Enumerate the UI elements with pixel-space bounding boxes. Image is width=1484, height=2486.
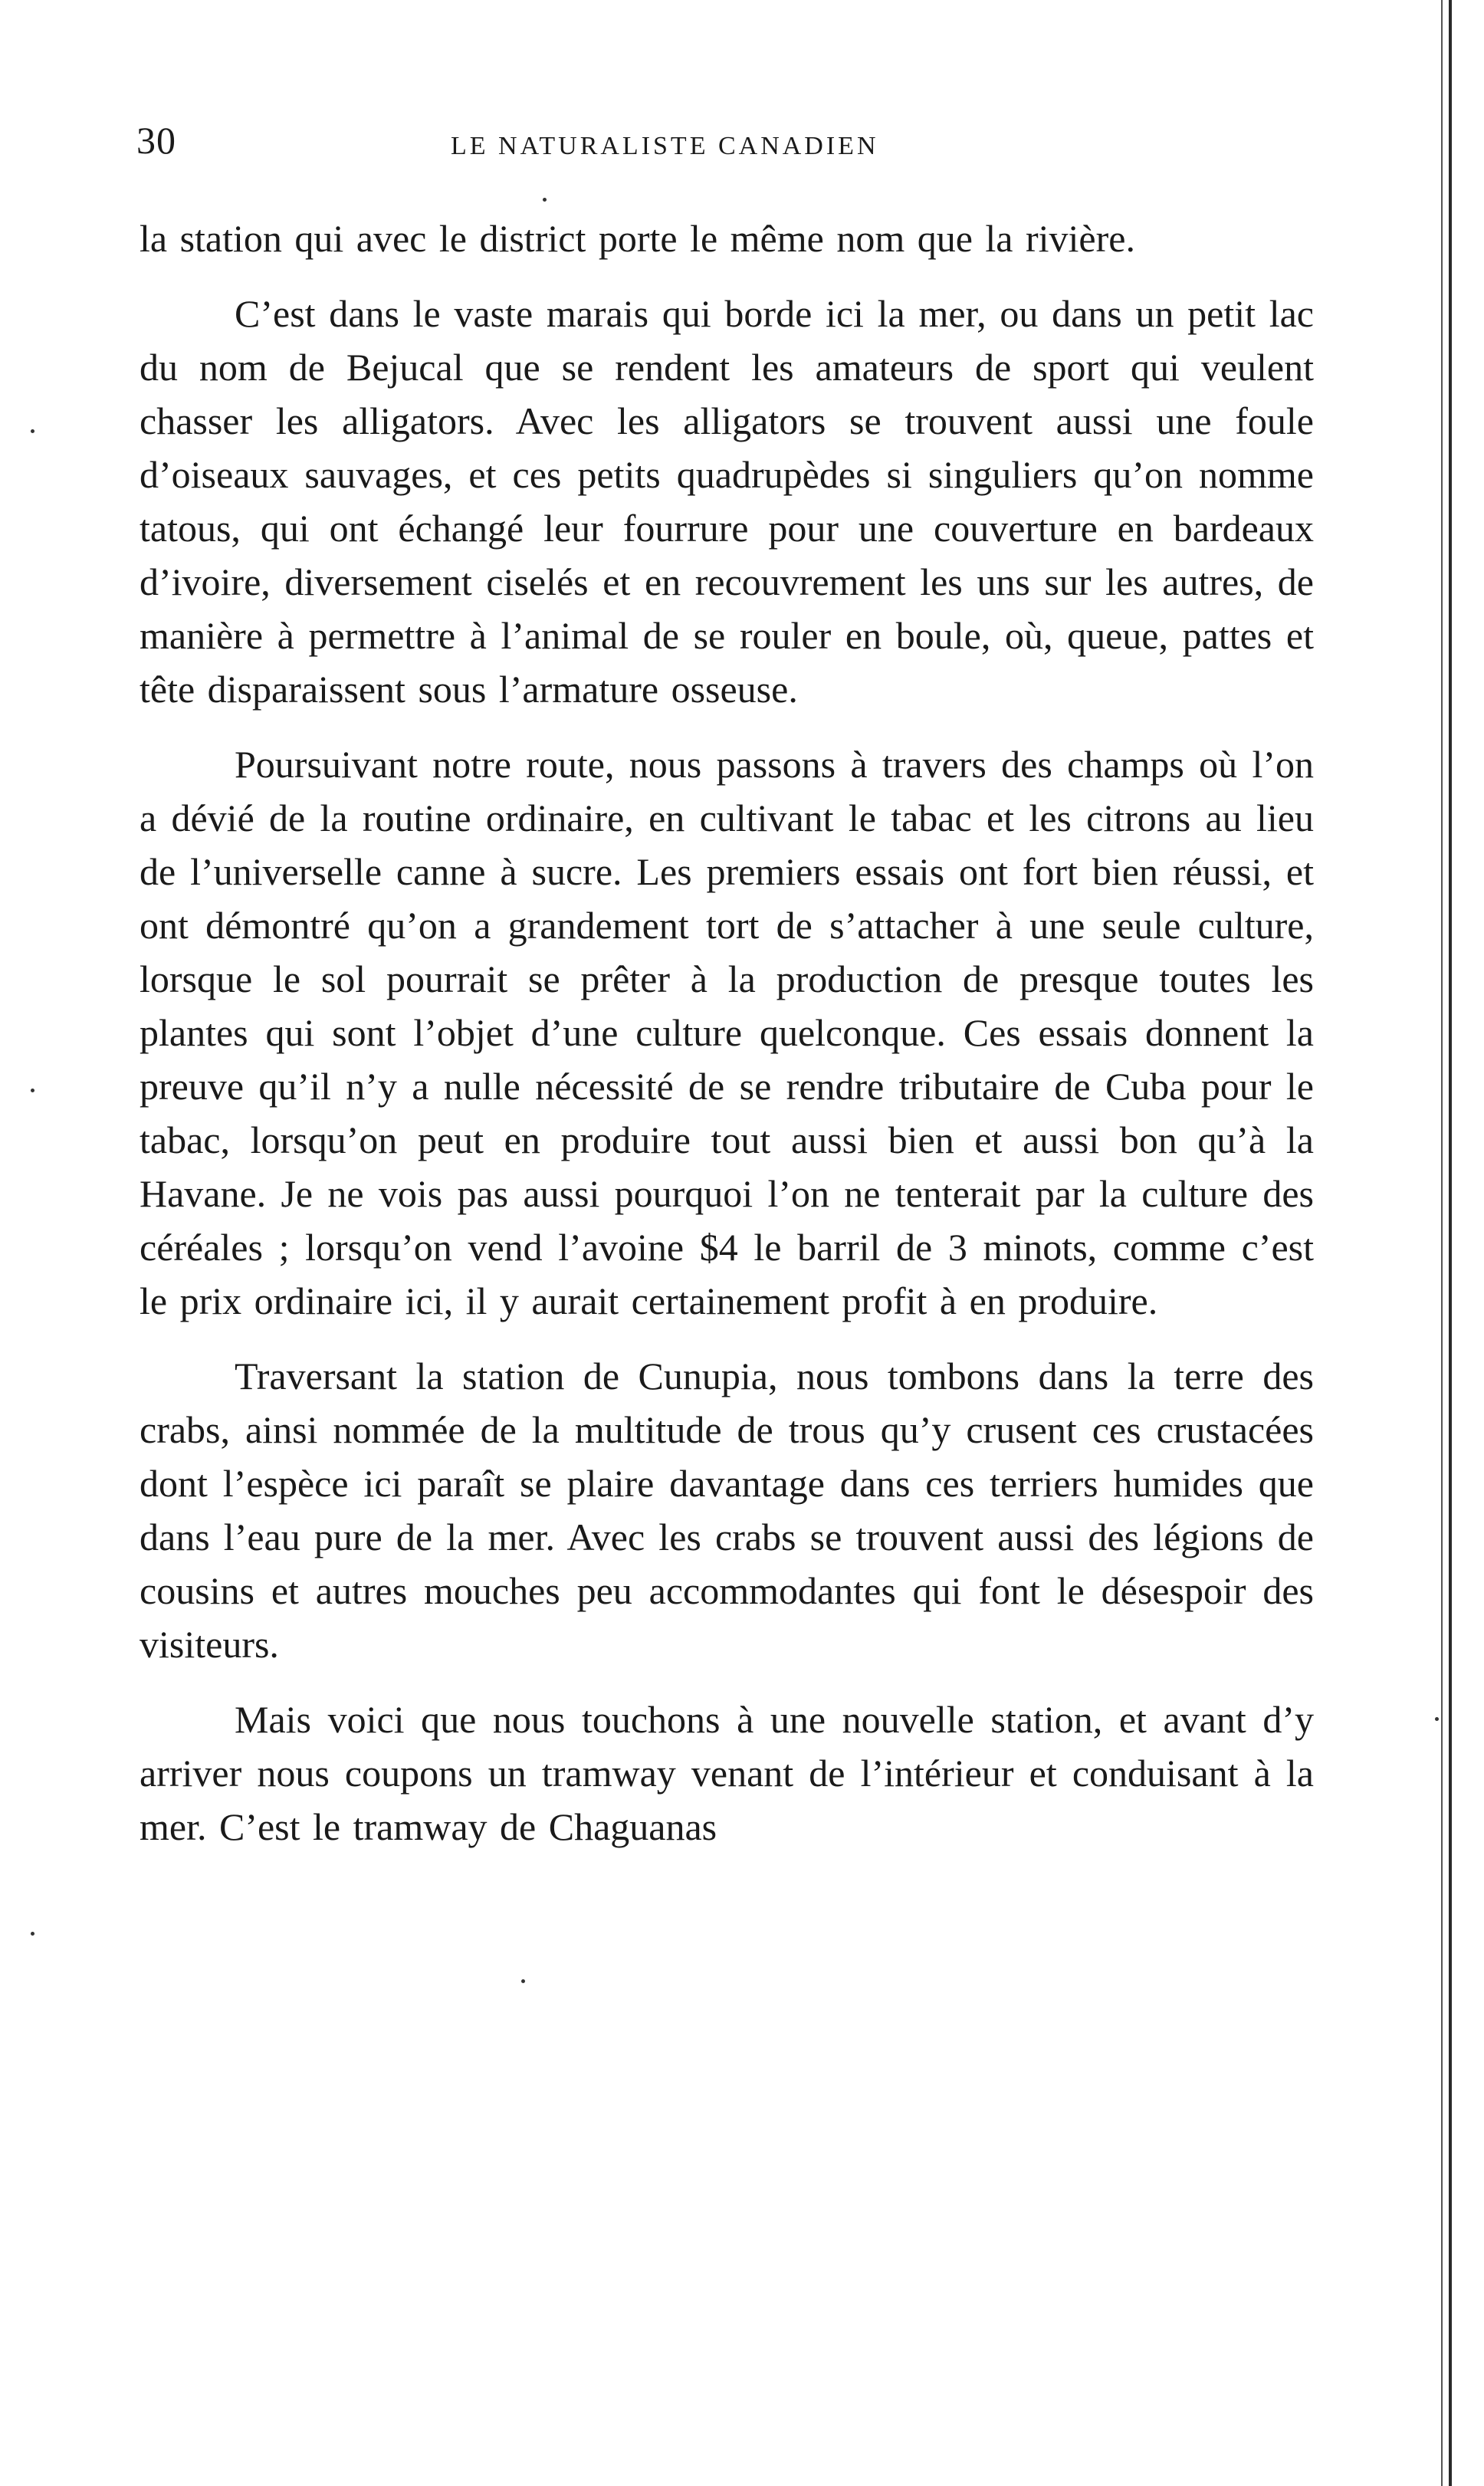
page-edge — [1449, 0, 1452, 2486]
body-text — [140, 212, 1314, 1854]
scan-speck — [31, 1089, 34, 1092]
scan-speck — [543, 198, 547, 202]
scan-speck — [521, 1979, 525, 1983]
paragraph-continued: la station qui avec le district porte le même nom que la rivière. — [140, 217, 1135, 260]
paragraph: C’est dans le vaste marais qui borde ici la mer, ou dans un petit lac du nom de Bejucal que se rendent les amateurs de sport qui veulent chasser les alligators. Avec les alligators se trouvent aussi une foule d’oiseaux sauvages, et ces petits quadrupèdes si singuliers qu’on nomme tatous, qui ont échangé leur fourrure pour une couverture en bardeaux d’ivoire, diversement ciselés et en recouvrement les uns sur les autres, de manière à permettre à l’animal de se rouler en boule, où, queue, pattes et tête disparaissent sous l’armature osseuse. — [140, 292, 1314, 711]
page-header — [136, 115, 1317, 176]
paragraph: Poursuivant notre route, nous passons à travers des champs où l’on a dévié de la routine ordinaire, en cultivant le tabac et les citrons au lieu de l’universelle canne à sucre. Les premiers essais ont fort bien réussi, et ont démontré qu’on a grandement tort de s’attacher à une seule culture, lorsque le sol pourrait se prêter à la production de presque toutes les plantes qui sont l’objet d’une culture quelconque. Ces essais donnent la preuve qu’il n’y a nulle nécessité de se rendre tributaire de Cuba pour le tabac, lorsqu’on peut en produire tout aussi bien et aussi bon qu’à la Havane. Je ne vois pas aussi pourquoi l’on ne tenterait par la culture des céréales ; lorsqu’on vend l’avoine $4 le barril de 3 minots, comme c’est le prix ordinaire ici, il y aurait certainement profit à en produire. — [140, 743, 1314, 1322]
scan-speck — [31, 1932, 34, 1936]
page-number: 30 — [136, 119, 176, 162]
scan-speck — [31, 429, 34, 433]
paragraph: Traversant la station de Cunupia, nous tombons dans la terre des crabs, ainsi nommée de la multitude de trous qu’y crusent ces crustacées dont l’espèce ici paraît se plaire davantage dans ces terriers humides que dans l’eau pure de la mer. Avec les crabs se trouvent aussi des légions de cousins et autres mouches peu accommodantes qui font le désespoir des visiteurs. — [140, 1355, 1314, 1666]
running-head: LE NATURALISTE CANADIEN — [451, 132, 879, 160]
paragraph: Mais voici que nous touchons à une nouvelle station, et avant d’y arriver nous coupons un tramway venant de l’intérieur et conduisant à la mer. C’est le tramway de Chaguanas — [140, 1698, 1314, 1848]
scan-speck — [1435, 1717, 1439, 1721]
page-edge-shadow — [1441, 0, 1443, 2486]
